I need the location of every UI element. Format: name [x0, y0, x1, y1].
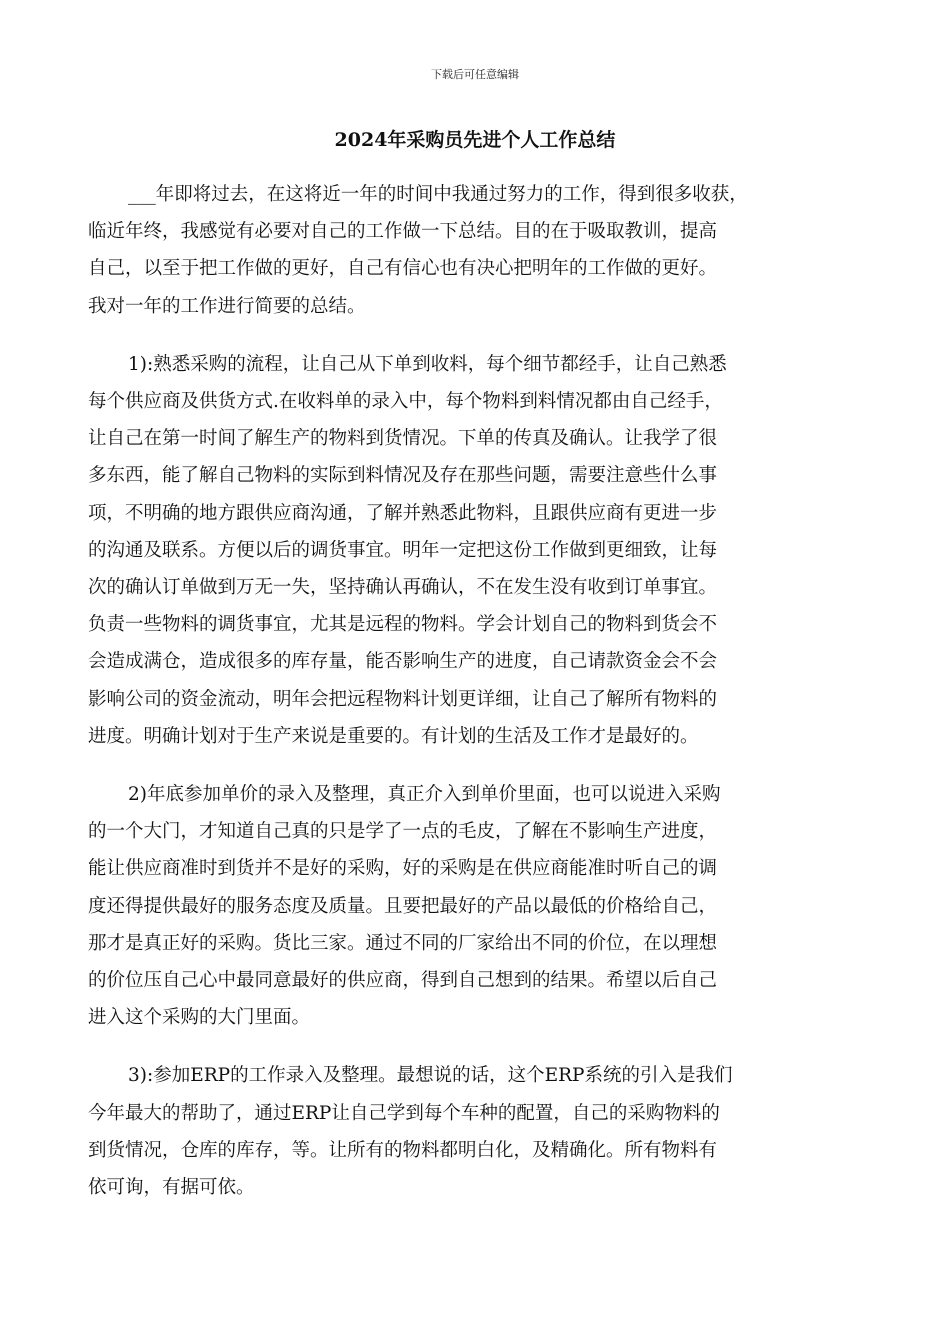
paragraph-line: 的一个大门，才知道自己真的只是学了一点的毛皮，了解在不影响生产进度，: [88, 821, 718, 843]
paragraph-line: ___年即将过去，在这将近一年的时间中我通过努力的工作，得到很多收获，: [128, 184, 748, 205]
paragraph-line: 2)年底参加单价的录入及整理，真正介入到单价里面，也可以说进入采购: [128, 784, 721, 806]
paragraph-line: 那才是真正好的采购。货比三家。通过不同的厂家给出不同的价位，在以理想: [88, 932, 718, 954]
paragraph-line: 次的确认订单做到万无一失，坚持确认再确认，不在发生没有收到订单事宜。: [88, 577, 718, 599]
paragraph-intro: [88, 176, 878, 325]
paragraph-line: 负责一些物料的调货事宜，尤其是远程的物料。学会计划自己的物料到货会不: [88, 614, 718, 636]
paragraph-line: 的价位压自己心中最同意最好的供应商，得到自己想到的结果。希望以后自己: [88, 970, 718, 992]
paragraph-item-1: [88, 346, 878, 755]
document-title: 2024年采购员先进个人工作总结: [334, 129, 616, 151]
paragraph-line: 项，不明确的地方跟供应商沟通，了解并熟悉此物料，且跟供应商有更进一步: [88, 502, 718, 524]
paragraph-line: 到货情况，仓库的库存，等。让所有的物料都明白化，及精确化。所有物料有: [88, 1139, 718, 1161]
paragraph-line: 度还得提供最好的服务态度及质量。且要把最好的产品以最低的价格给自己，: [88, 895, 718, 917]
paragraph-line: 进入这个采购的大门里面。: [88, 1007, 311, 1029]
paragraph-line: 的沟通及联系。方便以后的调货事宜。明年一定把这份工作做到更细致，让每: [88, 539, 718, 561]
paragraph-line: 每个供应商及供货方式.在收料单的录入中，每个物料到料情况都由自己经手，: [88, 391, 723, 413]
paragraph-line: 1):熟悉采购的流程，让自己从下单到收料，每个细节都经手，让自己熟悉: [128, 353, 727, 375]
header-note: 下载后可任意编辑: [431, 68, 519, 81]
paragraph-line: 临近年终，我感觉有必要对自己的工作做一下总结。目的在于吸取教训，提高: [88, 221, 718, 243]
paragraph-line: 依可询，有据可依。: [88, 1177, 255, 1199]
paragraph-line: 多东西，能了解自己物料的实际到料情况及存在那些问题，需要注意些什么事: [88, 465, 718, 487]
paragraph-line: 会造成满仓，造成很多的库存量，能否影响生产的进度，自己请款资金会不会: [88, 651, 718, 673]
paragraph-line: 自己，以至于把工作做的更好，自己有信心也有决心把明年的工作做的更好。: [88, 258, 718, 280]
document-body: [88, 176, 878, 1227]
paragraph-line: 今年最大的帮助了，通过ERP让自己学到每个车种的配置，自己的采购物料的: [88, 1102, 720, 1124]
paragraph-line: 我对一年的工作进行简要的总结。: [88, 295, 366, 317]
paragraph-line: 能让供应商准时到货并不是好的采购，好的采购是在供应商能准时听自己的调: [88, 858, 718, 880]
paragraph-line: 进度。明确计划对于生产来说是重要的。有计划的生活及工作才是最好的。: [88, 725, 699, 747]
paragraph-item-3: [88, 1057, 878, 1206]
paragraph-item-2: [88, 776, 878, 1036]
paragraph-line: 影响公司的资金流动，明年会把远程物料计划更详细，让自己了解所有物料的: [88, 688, 718, 710]
paragraph-line: 让自己在第一时间了解生产的物料到货情况。下单的传真及确认。让我学了很: [88, 428, 718, 450]
paragraph-line: 3):参加ERP的工作录入及整理。最想说的话，这个ERP系统的引入是我们: [128, 1065, 733, 1087]
